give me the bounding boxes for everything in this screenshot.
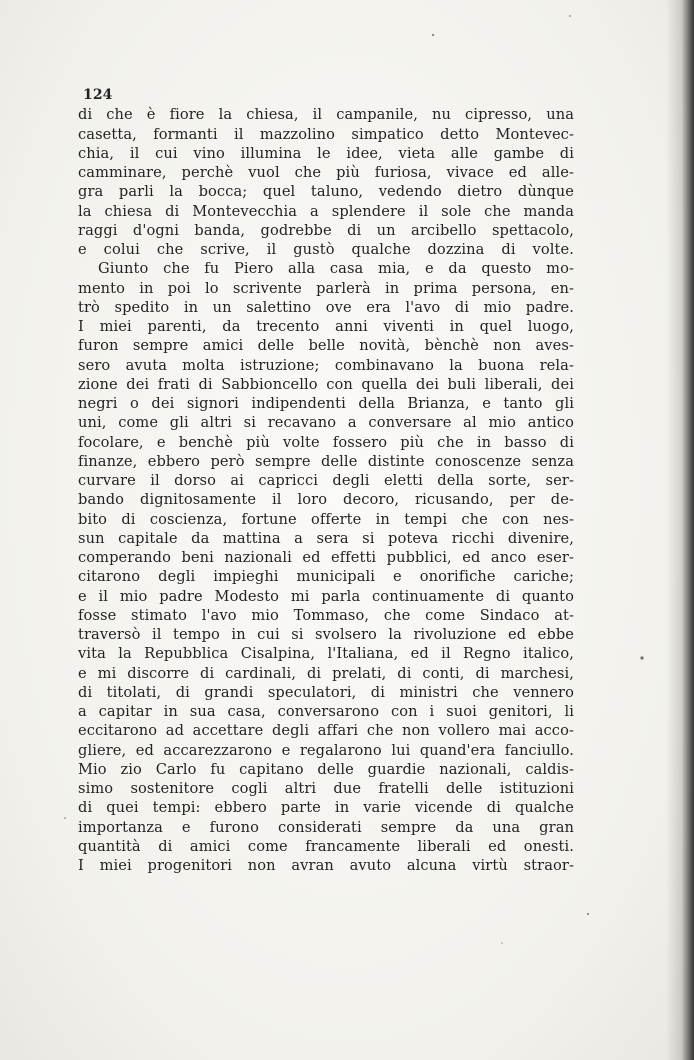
text-line: e mi discorre di cardinali, di prelati, di conti, di marchesi, [78,664,574,682]
text-line: zione dei frati di Sabbioncello con quella dei buli liberali, dei [78,375,574,393]
text-line: sero avuta molta istruzione; combinavano la buona rela- [78,356,574,374]
text-line: bito di coscienza, fortune offerte in tempi che con nes- [78,510,574,528]
text-line: uni, come gli altri si recavano a conversare al mio antico [78,414,574,432]
text-line: comperando beni nazionali ed effetti pubblici, ed anco eser- [78,549,574,566]
text-line: e colui che scrive, il gustò qualche dozzina di volte. [78,241,574,258]
text-line: di quei tempi: ebbero parte in varie vicende di qualche [78,799,574,817]
text-line: a capitar in sua casa, conversarono con i suoi genitori, li [78,703,574,720]
text-line: curvare il dorso ai capricci degli eletti della sorte, ser- [78,472,574,489]
text-line: gliere, ed accarezzarono e regalarono lui quand'era fanciullo. [78,741,574,759]
text-line: di che è fiore la chiesa, il campanile, nu cipresso, una [78,106,574,124]
text-line: simo sostenitore cogli altri due fratelli delle istituzioni [78,780,574,797]
text-line: Mio zio Carlo fu capitano delle guardie nazionali, caldis- [78,760,574,778]
text-line: e il mio padre Modesto mi parla continuamente di quanto [78,587,574,605]
text-line: focolare, e benchè più volte fossero più che in basso di [78,433,574,451]
text-line: gra parli la bocca; quel taluno, vedendo dietro dùnque [78,183,574,201]
text-line: fosse stimato l'avo mio Tommaso, che come Sindaco at- [78,606,574,624]
text-line: eccitarono ad accettare degli affari che non vollero mai acco- [78,722,574,740]
text-line: finanze, ebbero però sempre delle distinte conoscenze senza [78,452,574,470]
text-line: negri o dei signori indipendenti della Brianza, e tanto gli [78,395,574,412]
text-line: di titolati, di grandi speculatori, di ministri che vennero [78,683,574,701]
text-line: I miei parenti, da trecento anni viventi in quel luogo, [78,318,574,335]
text-line: sun capitale da mattina a sera si poteva ricchi divenire, [78,529,574,547]
text-line: bando dignitosamente il loro decoro, ricusando, per de- [78,491,574,509]
text-line: I miei progenitori non avran avuto alcuna virtù straor- [78,857,574,874]
text-line: quantità di amici come francamente liberali ed onesti. [78,837,574,855]
text-line: furon sempre amici delle belle novità, bènchè non aves- [78,337,574,355]
text-line: la chiesa di Montevecchia a splendere il sole che manda [78,202,574,220]
binding-shadow [666,0,694,1060]
text-line: mento in poi lo scrivente parlerà in prima persona, en- [78,279,574,297]
text-line: importanza e furono considerati sempre da una gran [78,818,574,836]
text-line: vita la Repubblica Cisalpina, l'Italiana, ed il Regno italico, [78,645,574,663]
text-line: traversò il tempo in cui si svolsero la rivoluzione ed ebbe [78,626,574,643]
text-line: citarono degli impieghi municipali e onorifiche cariche; [78,568,574,586]
text-line: raggi d'ogni banda, godrebbe di un arcibello spettacolo, [78,221,574,239]
text-line: trò spedito in un salettino ove era l'avo di mio padre. [78,298,574,316]
text-line: casetta, formanti il mazzolino simpatico detto Montevec- [78,125,574,143]
page-text [78,86,574,875]
text-line: camminare, perchè vuol che più furiosa, vivace ed alle- [78,164,574,181]
text-line: Giunto che fu Piero alla casa mia, e da questo mo- [98,260,574,278]
text-line: chia, il cui vino illumina le idee, vieta alle gambe di [78,144,574,162]
page-number: 124 [83,87,113,103]
